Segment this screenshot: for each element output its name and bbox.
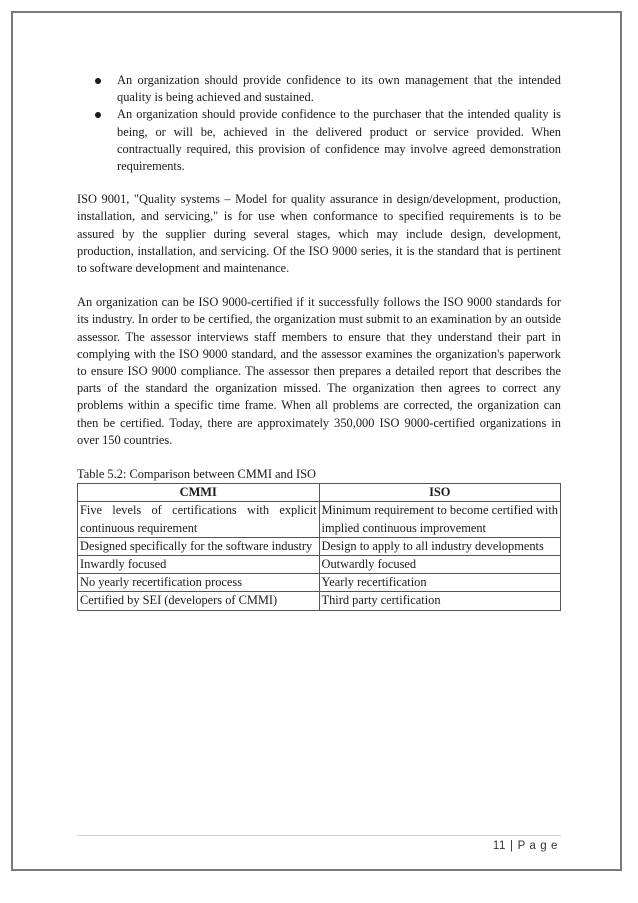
- table-row: [78, 574, 561, 592]
- table-row: [78, 502, 561, 537]
- footer-separator: |: [509, 840, 514, 852]
- page-label: P a g e: [517, 840, 558, 852]
- table-row: [78, 537, 561, 555]
- table-caption: Table 5.2: Comparison between CMMI and ISO: [77, 467, 316, 482]
- table-cell: Yearly recertification: [319, 574, 561, 592]
- bullet-text: An organization should provide confidence to the purchaser that the intended quality is being, or will be, achieved in the delivered product or service provided. When contractually required, this provision of confidence may involve agreed demonstration requirements.: [117, 107, 561, 174]
- table-header-row: [78, 484, 561, 502]
- table-cell: Design to apply to all industry developments: [319, 537, 561, 555]
- table-cell: Designed specifically for the software industry: [78, 537, 320, 555]
- bullet-text: An organization should provide confidence to its own management that the intended quality is being achieved and sustained.: [117, 73, 561, 105]
- column-header-iso: ISO: [319, 484, 561, 502]
- page-footer: [493, 840, 558, 852]
- comparison-table: [77, 483, 561, 610]
- table-cell: Certified by SEI (developers of CMMI): [78, 592, 320, 610]
- paragraph-certification: An organization can be ISO 9000-certified if it successfully follows the ISO 9000 standards for its industry. In order to be certified, the organization must submit to an examination by an outside assessor. The assessor interviews staff members to ensure that they understand their part in complying with the ISO 9000 standard, and the assessor examines the organization's paperwork to ensure ISO 9000 compliance. The assessor then prepares a detailed report that describes the parts of the standard the organization missed. The organization then agrees to correct any problems within a specific time frame. When all problems are corrected, the organization can then be certified. Today, there are approximately 350,000 ISO 9000-certified organizations in over 150 countries.: [77, 295, 561, 447]
- footer-divider: [77, 835, 561, 836]
- column-header-cmmi: CMMI: [78, 484, 320, 502]
- bullet-icon: [95, 112, 101, 118]
- page-content: [77, 72, 561, 611]
- bullet-icon: [95, 78, 101, 84]
- table-cell: Inwardly focused: [78, 556, 320, 574]
- table-cell: Outwardly focused: [319, 556, 561, 574]
- page-number: 11: [492, 840, 506, 852]
- table-cell: Third party certification: [319, 592, 561, 610]
- bullet-list: [77, 72, 561, 175]
- paragraph-iso-9001: ISO 9001, "Quality systems – Model for quality assurance in design/development, production, installation, and servicing," is for use when conformance to specified requirements is to be assured by the supplier during several stages, which may include design, development, production, installation, and servicing. Of the ISO 9000 series, it is the standard that is pertinent to software development and maintenance.: [77, 192, 561, 276]
- table-row: [78, 592, 561, 610]
- table-cell: Five levels of certifications with explicit continuous requirement: [78, 502, 320, 537]
- table-cell: Minimum requirement to become certified with implied continuous improvement: [319, 502, 561, 537]
- table-row: [78, 556, 561, 574]
- list-item: [77, 106, 561, 175]
- table-cell: No yearly recertification process: [78, 574, 320, 592]
- list-item: [77, 72, 561, 106]
